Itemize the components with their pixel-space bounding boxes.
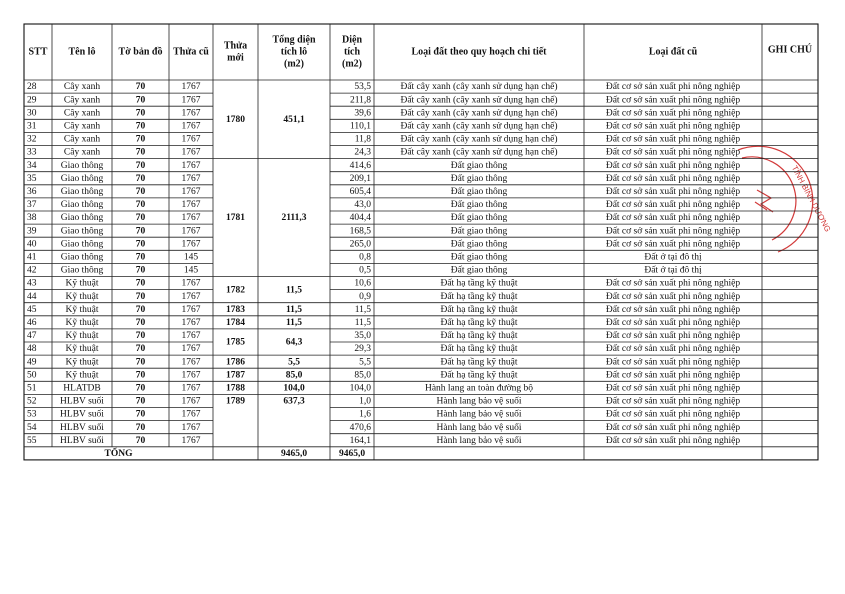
cell-to-ban-do: 70 [135,370,146,381]
cell-loai-dat-quy-hoach: Đất hạ tầng kỹ thuật [440,318,518,329]
cell-to-ban-do: 70 [135,344,146,355]
cell-ten-lo: Kỹ thuật [65,357,99,368]
cell-loai-dat-cu: Đất cơ sở sản xuất phi nông nghiệp [605,422,741,433]
cell-thua-cu: 1767 [181,187,201,198]
cell-ten-lo: Cây xanh [63,147,101,158]
cell-loai-dat-quy-hoach: Hành lang an toàn đường bộ [424,383,534,394]
cell-thua-cu: 1767 [181,278,201,289]
cell-dien-tich: 104,0 [349,383,371,394]
cell-stt: 32 [27,134,37,145]
cell-dien-tich: 605,4 [349,187,371,198]
cell-ten-lo: Kỹ thuật [65,370,99,381]
cell-stt: 53 [27,409,37,420]
cell-ten-lo: HLBV suối [60,435,104,446]
cell-loai-dat-quy-hoach: Đất giao thông [450,200,508,211]
cell-thua-moi: 1786 [226,357,245,368]
cell-dien-tich: 35,0 [354,331,371,342]
cell-stt: 43 [27,278,37,289]
cell-thua-cu: 1767 [181,239,201,250]
cell-stt: 36 [27,187,37,198]
cell-to-ban-do: 70 [135,409,146,420]
cell-stt: 33 [27,147,37,158]
header-tong-dien-tich: tích lô [280,46,308,58]
cell-thua-cu: 1767 [181,318,201,329]
cell-thua-cu: 1767 [181,134,201,145]
cell-stt: 48 [27,344,37,355]
cell-thua-moi: 1785 [226,337,245,348]
cell-thua-cu: 1767 [181,160,201,171]
cell-thua-cu: 1767 [181,108,201,119]
cell-to-ban-do: 70 [135,278,146,289]
cell-dien-tich: 11,5 [354,318,371,329]
cell-loai-dat-cu: Đất cơ sở sản xuất phi nông nghiệp [605,357,741,368]
header-ten-lo: Tên lô [68,46,96,58]
cell-loai-dat-quy-hoach: Đất giao thông [450,173,508,184]
cell-tong-dien-tich: 637,3 [283,396,305,407]
cell-loai-dat-quy-hoach: Hành lang bảo vệ suối [436,435,522,446]
header-tong-dien-tich: Tổng diện [272,34,316,46]
cell-to-ban-do: 70 [135,108,146,119]
cell-loai-dat-quy-hoach: Đất hạ tầng kỹ thuật [440,344,518,355]
cell-thua-cu: 1767 [181,200,201,211]
total-tong-dien-tich: 9465,0 [280,449,308,460]
cell-dien-tich: 0,9 [359,291,371,302]
cell-thua-cu: 1767 [181,383,201,394]
cell-to-ban-do: 70 [135,265,146,276]
cell-loai-dat-cu: Đất cơ sở sản xuất phi nông nghiệp [605,213,741,224]
header-to-ban-do: Tờ bản đồ [118,46,163,58]
cell-dien-tich: 110,1 [349,121,371,132]
header-dien-tich: Diện [342,34,362,46]
cell-stt: 29 [27,95,37,106]
cell-ten-lo: Kỹ thuật [65,278,99,289]
cell-loai-dat-cu: Đất cơ sở sản xuất phi nông nghiệp [605,344,741,355]
cell-loai-dat-quy-hoach: Đất cây xanh (cây xanh sử dụng hạn chế) [400,82,558,93]
cell-to-ban-do: 70 [135,147,146,158]
cell-loai-dat-quy-hoach: Đất giao thông [450,187,508,198]
cell-loai-dat-quy-hoach: Đất cây xanh (cây xanh sử dụng hạn chế) [400,147,558,158]
cell-stt: 37 [27,200,37,211]
cell-to-ban-do: 70 [135,252,146,263]
cell-dien-tich: 0,5 [359,265,371,276]
cell-loai-dat-cu: Đất cơ sở sản xuất phi nông nghiệp [605,226,741,237]
cell-thua-moi: 1787 [226,370,245,381]
cell-thua-cu: 1767 [181,82,201,93]
cell-tong-dien-tich: 5,5 [288,357,300,368]
cell-to-ban-do: 70 [135,82,146,93]
cell-loai-dat-quy-hoach: Hành lang bảo vệ suối [436,422,522,433]
cell-stt: 34 [27,160,37,171]
cell-ten-lo: Giao thông [60,226,104,237]
cell-stt: 42 [27,265,37,276]
cell-loai-dat-cu: Đất cơ sở sản xuất phi nông nghiệp [605,239,741,250]
cell-loai-dat-quy-hoach: Đất giao thông [450,265,508,276]
header-ghi-chu: GHI CHÚ [767,44,813,56]
cell-thua-cu: 1767 [181,304,201,315]
cell-loai-dat-cu: Đất cơ sở sản xuất phi nông nghiệp [605,304,741,315]
cell-dien-tich: 5,5 [359,357,371,368]
cell-loai-dat-cu: Đất ở tại đô thị [644,265,702,276]
cell-thua-cu: 1767 [181,226,201,237]
cell-loai-dat-cu: Đất cơ sở sản xuất phi nông nghiệp [605,147,741,158]
cell-thua-cu: 1767 [181,357,201,368]
cell-dien-tich: 0,8 [359,252,371,263]
cell-ten-lo: HLBV suối [60,409,104,420]
cell-loai-dat-cu: Đất cơ sở sản xuất phi nông nghiệp [605,134,741,145]
cell-dien-tich: 11,5 [354,304,371,315]
cell-tong-dien-tich: 64,3 [285,337,303,348]
cell-thua-cu: 1767 [181,331,201,342]
cell-stt: 47 [27,331,37,342]
cell-stt: 55 [27,435,37,446]
cell-loai-dat-cu: Đất cơ sở sản xuất phi nông nghiệp [605,318,741,329]
cell-thua-cu: 145 [183,252,199,263]
cell-ten-lo: Cây xanh [63,134,101,145]
cell-loai-dat-quy-hoach: Đất giao thông [450,160,508,171]
cell-to-ban-do: 70 [135,304,146,315]
cell-ten-lo: Cây xanh [63,108,101,119]
cell-dien-tich: 414,6 [349,160,371,171]
cell-ten-lo: Giao thông [60,200,104,211]
cell-thua-cu: 1767 [181,396,201,407]
cell-ten-lo: Kỹ thuật [65,318,99,329]
cell-thua-cu: 1767 [181,422,201,433]
cell-loai-dat-cu: Đất cơ sở sản xuất phi nông nghiệp [605,278,741,289]
cell-ten-lo: HLBV suối [60,396,104,407]
cell-stt: 38 [27,213,37,224]
cell-thua-cu: 1767 [181,409,201,420]
cell-loai-dat-quy-hoach: Đất giao thông [450,213,508,224]
cell-ten-lo: Kỹ thuật [65,291,99,302]
cell-loai-dat-quy-hoach: Hành lang bảo vệ suối [436,396,522,407]
cell-tong-dien-tich: 11,5 [285,285,303,296]
cell-thua-moi: 1781 [226,213,245,224]
cell-to-ban-do: 70 [135,422,146,433]
cell-loai-dat-cu: Đất cơ sở sản xuất phi nông nghiệp [605,291,741,302]
cell-loai-dat-quy-hoach: Đất hạ tầng kỹ thuật [440,278,518,289]
cell-loai-dat-cu: Đất cơ sở sản xuất phi nông nghiệp [605,370,741,381]
table-cells [27,34,812,459]
cell-to-ban-do: 70 [135,318,146,329]
cell-ten-lo: Giao thông [60,252,104,263]
total-dien-tich: 9465,0 [338,449,366,460]
cell-to-ban-do: 70 [135,121,146,132]
cell-dien-tich: 43,0 [354,200,371,211]
cell-thua-cu: 1767 [181,291,201,302]
cell-dien-tich: 1,0 [359,396,371,407]
cell-ten-lo: Giao thông [60,213,104,224]
cell-to-ban-do: 70 [135,134,146,145]
cell-thua-cu: 1767 [181,370,201,381]
cell-loai-dat-cu: Đất cơ sở sản xuất phi nông nghiệp [605,331,741,342]
cell-loai-dat-quy-hoach: Hành lang bảo vệ suối [436,409,522,420]
cell-to-ban-do: 70 [135,331,146,342]
cell-loai-dat-quy-hoach: Đất cây xanh (cây xanh sử dụng hạn chế) [400,95,558,106]
cell-loai-dat-cu: Đất cơ sở sản xuất phi nông nghiệp [605,409,741,420]
cell-stt: 52 [27,396,37,407]
header-dien-tich: tích [343,46,361,58]
cell-loai-dat-quy-hoach: Đất hạ tầng kỹ thuật [440,370,518,381]
cell-dien-tich: 39,6 [354,108,371,119]
cell-to-ban-do: 70 [135,226,146,237]
cell-dien-tich: 24,3 [354,147,371,158]
cell-stt: 40 [27,239,37,250]
cell-loai-dat-quy-hoach: Đất hạ tầng kỹ thuật [440,304,518,315]
cell-ten-lo: Giao thông [60,187,104,198]
cell-dien-tich: 10,6 [354,278,371,289]
cell-stt: 35 [27,173,37,184]
cell-loai-dat-cu: Đất cơ sở sản xuất phi nông nghiệp [605,82,741,93]
cell-tong-dien-tich: 451,1 [283,114,305,125]
cell-ten-lo: Giao thông [60,160,104,171]
cell-thua-moi: 1789 [226,396,245,407]
cell-loai-dat-quy-hoach: Đất hạ tầng kỹ thuật [440,357,518,368]
cell-dien-tich: 164,1 [349,435,371,446]
total-label: TỔNG [104,449,133,460]
cell-tong-dien-tich: 11,5 [285,304,303,315]
cell-to-ban-do: 70 [135,291,146,302]
seal-text: TỈNH BÌNH DƯƠNG [789,164,833,234]
cell-to-ban-do: 70 [135,160,146,171]
cell-to-ban-do: 70 [135,435,146,446]
header-loai-dat-quy-hoach: Loại đất theo quy hoạch chi tiết [411,46,547,58]
cell-loai-dat-cu: Đất cơ sở sản xuất phi nông nghiệp [605,187,741,198]
cell-stt: 50 [27,370,37,381]
header-dien-tich: (m2) [342,58,362,70]
cell-dien-tich: 29,3 [354,344,371,355]
seal-emblem [755,190,773,212]
header-thua-cu: Thửa cũ [173,46,209,58]
cell-dien-tich: 470,6 [349,422,371,433]
cell-to-ban-do: 70 [135,357,146,368]
cell-loai-dat-quy-hoach: Đất giao thông [450,252,508,263]
cell-to-ban-do: 70 [135,95,146,106]
cell-thua-moi: 1780 [226,114,245,125]
cell-ten-lo: Giao thông [60,173,104,184]
cell-stt: 31 [27,121,37,132]
cell-stt: 51 [27,383,37,394]
cell-tong-dien-tich: 2111,3 [281,213,307,224]
cell-dien-tich: 53,5 [354,82,371,93]
cell-to-ban-do: 70 [135,187,146,198]
cell-loai-dat-cu: Đất cơ sở sản xuất phi nông nghiệp [605,173,741,184]
cell-dien-tich: 209,1 [349,173,371,184]
cell-thua-cu: 1767 [181,173,201,184]
cell-dien-tich: 168,5 [349,226,371,237]
cell-stt: 28 [27,82,37,93]
cell-stt: 49 [27,357,37,368]
cell-loai-dat-cu: Đất cơ sở sản xuất phi nông nghiệp [605,396,741,407]
cell-loai-dat-quy-hoach: Đất cây xanh (cây xanh sử dụng hạn chế) [400,108,558,119]
cell-dien-tich: 265,0 [349,239,371,250]
cell-ten-lo: Kỹ thuật [65,331,99,342]
cell-stt: 45 [27,304,37,315]
cell-thua-cu: 1767 [181,121,201,132]
cell-ten-lo: Cây xanh [63,121,101,132]
cell-loai-dat-quy-hoach: Đất cây xanh (cây xanh sử dụng hạn chế) [400,121,558,132]
cell-loai-dat-cu: Đất ở tại đô thị [644,252,702,263]
cell-thua-cu: 145 [183,265,199,276]
cell-stt: 41 [27,252,37,263]
cell-loai-dat-cu: Đất cơ sở sản xuất phi nông nghiệp [605,435,741,446]
cell-loai-dat-quy-hoach: Đất giao thông [450,226,508,237]
header-loai-dat-cu: Loại đất cũ [648,46,698,58]
cell-to-ban-do: 70 [135,239,146,250]
cell-thua-moi: 1783 [226,304,245,315]
cell-loai-dat-quy-hoach: Đất hạ tầng kỹ thuật [440,331,518,342]
cell-to-ban-do: 70 [135,200,146,211]
cell-loai-dat-quy-hoach: Đất giao thông [450,239,508,250]
cell-tong-dien-tich: 11,5 [285,318,303,329]
cell-thua-moi: 1782 [226,285,245,296]
cell-loai-dat-cu: Đất cơ sở sản xuất phi nông nghiệp [605,160,741,171]
cell-to-ban-do: 70 [135,383,146,394]
cell-ten-lo: Cây xanh [63,95,101,106]
cell-ten-lo: Kỹ thuật [65,304,99,315]
cell-thua-cu: 1767 [181,95,201,106]
cell-loai-dat-cu: Đất cơ sở sản xuất phi nông nghiệp [605,108,741,119]
cell-thua-cu: 1767 [181,147,201,158]
cell-stt: 44 [27,291,37,302]
cell-ten-lo: Cây xanh [63,82,101,93]
cell-to-ban-do: 70 [135,213,146,224]
cell-stt: 54 [27,422,37,433]
cell-to-ban-do: 70 [135,396,146,407]
cell-stt: 39 [27,226,37,237]
cell-ten-lo: HLATDB [63,383,101,394]
cell-thua-cu: 1767 [181,213,201,224]
cell-loai-dat-cu: Đất cơ sở sản xuất phi nông nghiệp [605,383,741,394]
cell-stt: 30 [27,108,37,119]
header-stt: STT [28,46,48,58]
cell-dien-tich: 1,6 [359,409,371,420]
cell-dien-tich: 404,4 [349,213,371,224]
header-tong-dien-tich: (m2) [284,58,304,70]
cell-loai-dat-cu: Đất cơ sở sản xuất phi nông nghiệp [605,95,741,106]
cell-loai-dat-cu: Đất cơ sở sản xuất phi nông nghiệp [605,200,741,211]
cell-ten-lo: HLBV suối [60,422,104,433]
cell-stt: 46 [27,318,37,329]
cell-loai-dat-cu: Đất cơ sở sản xuất phi nông nghiệp [605,121,741,132]
cell-tong-dien-tich: 104,0 [283,383,305,394]
cell-dien-tich: 211,8 [349,95,371,106]
cell-thua-cu: 1767 [181,344,201,355]
cell-ten-lo: Kỹ thuật [65,344,99,355]
header-thua-moi: Thửa [223,40,248,52]
cell-thua-moi: 1784 [226,318,245,329]
header-thua-moi: mới [227,52,244,64]
cell-loai-dat-quy-hoach: Đất cây xanh (cây xanh sử dụng hạn chế) [400,134,558,145]
cell-tong-dien-tich: 85,0 [285,370,303,381]
cell-thua-moi: 1788 [226,383,245,394]
cell-ten-lo: Giao thông [60,239,104,250]
cell-loai-dat-quy-hoach: Đất hạ tầng kỹ thuật [440,291,518,302]
cell-to-ban-do: 70 [135,173,146,184]
cell-dien-tich: 85,0 [354,370,371,381]
cell-thua-cu: 1767 [181,435,201,446]
cell-ten-lo: Giao thông [60,265,104,276]
cell-dien-tich: 11,8 [354,134,371,145]
